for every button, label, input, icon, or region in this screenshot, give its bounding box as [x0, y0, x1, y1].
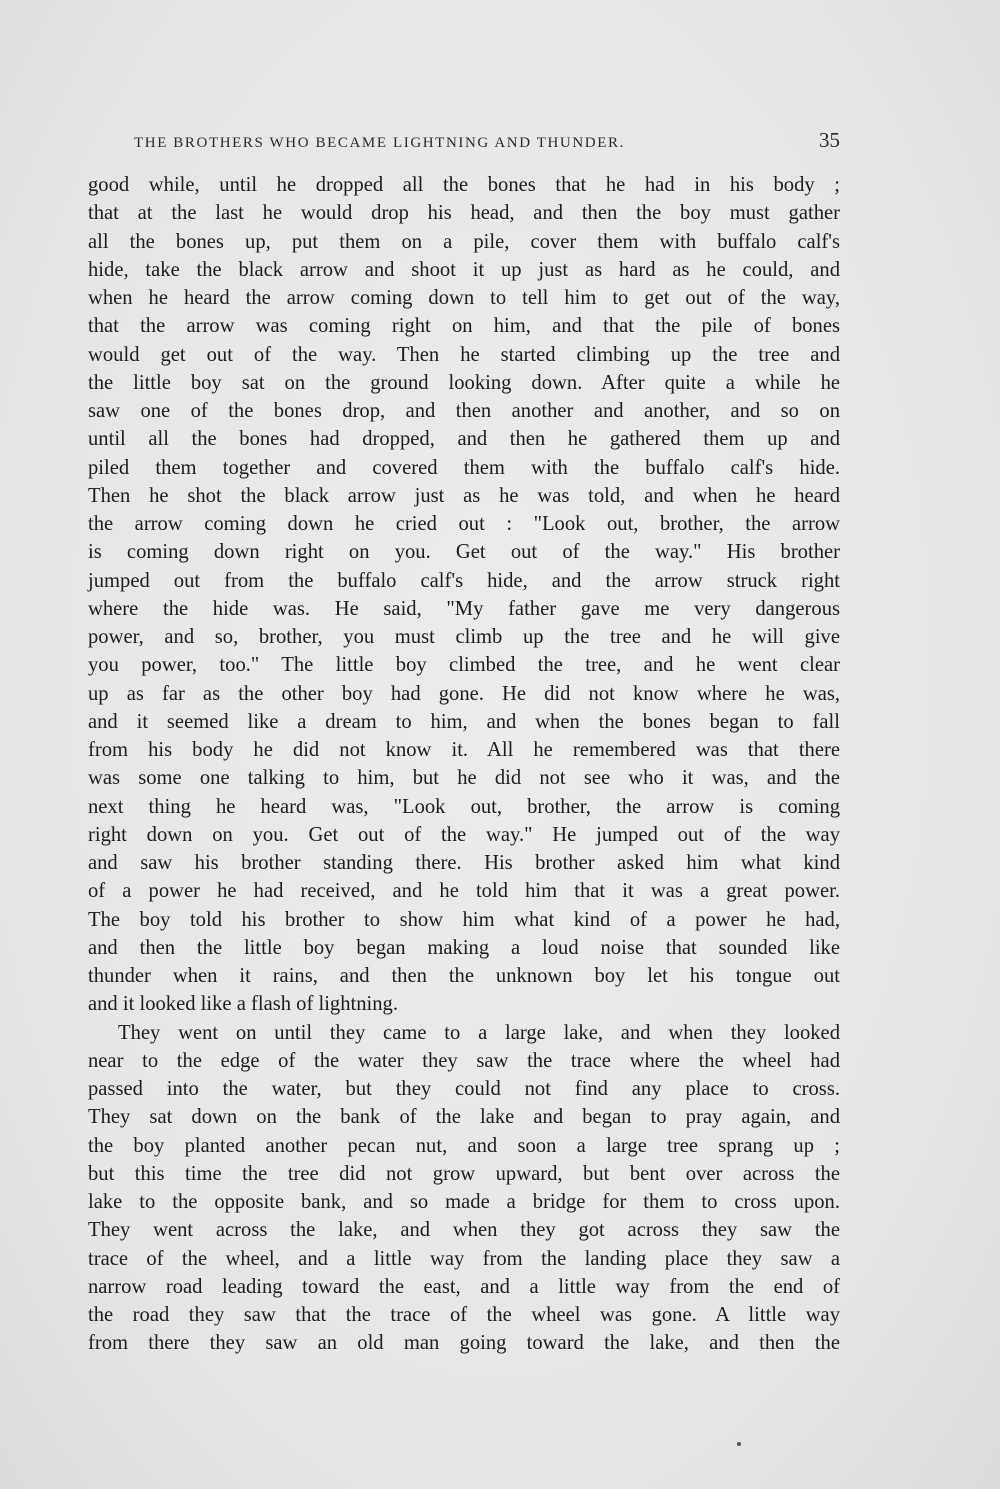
text-line: from there they saw an old man going toward the lake, and then the — [88, 1332, 840, 1355]
text-line: lake to the opposite bank, and so made a bridge for them to cross upon. — [88, 1191, 840, 1213]
text-line: of a power he had received, and he told him that it was a great power. — [88, 880, 840, 903]
text-line: and then the little boy began making a loud noise that sounded like — [88, 936, 840, 959]
running-title: THE BROTHERS WHO BECAME LIGHTNING AND THUNDER. — [134, 135, 625, 151]
text-line: saw one of the bones drop, and then another and another, and so on — [88, 400, 840, 422]
text-line: and saw his brother standing there. His brother asked him what kind — [88, 852, 840, 874]
text-line: piled them together and covered them with the buffalo calf's hide. — [88, 456, 840, 479]
text-line: the road they saw that the trace of the wheel was gone. A little way — [88, 1304, 840, 1326]
text-line: would get out of the way. Then he started climbing up the tree and — [88, 343, 840, 366]
text-line: They sat down on the bank of the lake and began to pray again, and — [88, 1106, 840, 1129]
text-line: and it looked like a flash of lightning. — [88, 993, 398, 1016]
text-line: narrow road leading toward the east, and a little way from the end of — [88, 1275, 840, 1298]
text-line: is coming down right on you. Get out of the way." His brother — [88, 541, 840, 564]
text-line: and it seemed like a dream to him, and when the bones began to fall — [88, 710, 840, 733]
text-line: hide, take the black arrow and shoot it up just as hard as he could, and — [88, 258, 840, 281]
text-line: thunder when it rains, and then the unknown boy let his tongue out — [88, 965, 840, 987]
text-line: the boy planted another pecan nut, and soon a large tree sprang up ; — [88, 1134, 840, 1157]
text-line: Then he shot the black arrow just as he was told, and when he heard — [88, 484, 840, 507]
text-line: all the bones up, put them on a pile, cover them with buffalo calf's — [88, 230, 840, 253]
paragraph-1 — [88, 171, 840, 1019]
text-line: next thing he heard was, "Look out, brother, the arrow is coming — [88, 795, 840, 818]
text-line: passed into the water, but they could not find any place to cross. — [88, 1078, 840, 1100]
text-line: They went across the lake, and when they got across they saw the — [88, 1219, 840, 1242]
text-line: that the arrow was coming right on him, and that the pile of bones — [88, 315, 840, 338]
text-line: good while, until he dropped all the bones that he had in his body ; — [88, 174, 840, 196]
text-line: the arrow coming down he cried out : "Look out, brother, the arrow — [88, 513, 840, 535]
text-line: where the hide was. He said, "My father gave me very dangerous — [88, 597, 840, 620]
text-line: They went on until they came to a large lake, and when they looked — [118, 1021, 840, 1044]
text-line: The boy told his brother to show him what kind of a power he had, — [88, 908, 840, 931]
text-line: that at the last he would drop his head, and then the boy must gather — [88, 202, 840, 225]
text-line: from his body he did not know it. All he remembered was that there — [88, 739, 840, 761]
text-line: trace of the wheel, and a little way from the landing place they saw a — [88, 1247, 840, 1270]
text-line: the little boy sat on the ground looking down. After quite a while he — [88, 371, 840, 394]
text-line: power, and so, brother, you must climb up the tree and he will give — [88, 626, 840, 648]
text-line: you power, too." The little boy climbed the tree, and he went clear — [88, 654, 840, 677]
text-line: was some one talking to him, but he did not see who it was, and the — [88, 767, 840, 790]
text-line: when he heard the arrow coming down to tell him to get out of the way, — [88, 287, 840, 309]
text-line: jumped out from the buffalo calf's hide, and the arrow struck right — [88, 569, 840, 592]
running-head — [88, 128, 840, 158]
paragraph-2 — [88, 1019, 840, 1358]
text-line: near to the edge of the water they saw the trace where the wheel had — [88, 1049, 840, 1072]
text-line: but this time the tree did not grow upward, but bent over across the — [88, 1162, 840, 1185]
text-body — [88, 171, 840, 1358]
text-line: up as far as the other boy had gone. He did not know where he was, — [88, 682, 840, 705]
page-number: 35 — [819, 128, 840, 152]
text-line: right down on you. Get out of the way." He jumped out of the way — [88, 823, 840, 846]
ink-speck — [737, 1442, 741, 1446]
text-line: until all the bones had dropped, and then he gathered them up and — [88, 428, 840, 451]
